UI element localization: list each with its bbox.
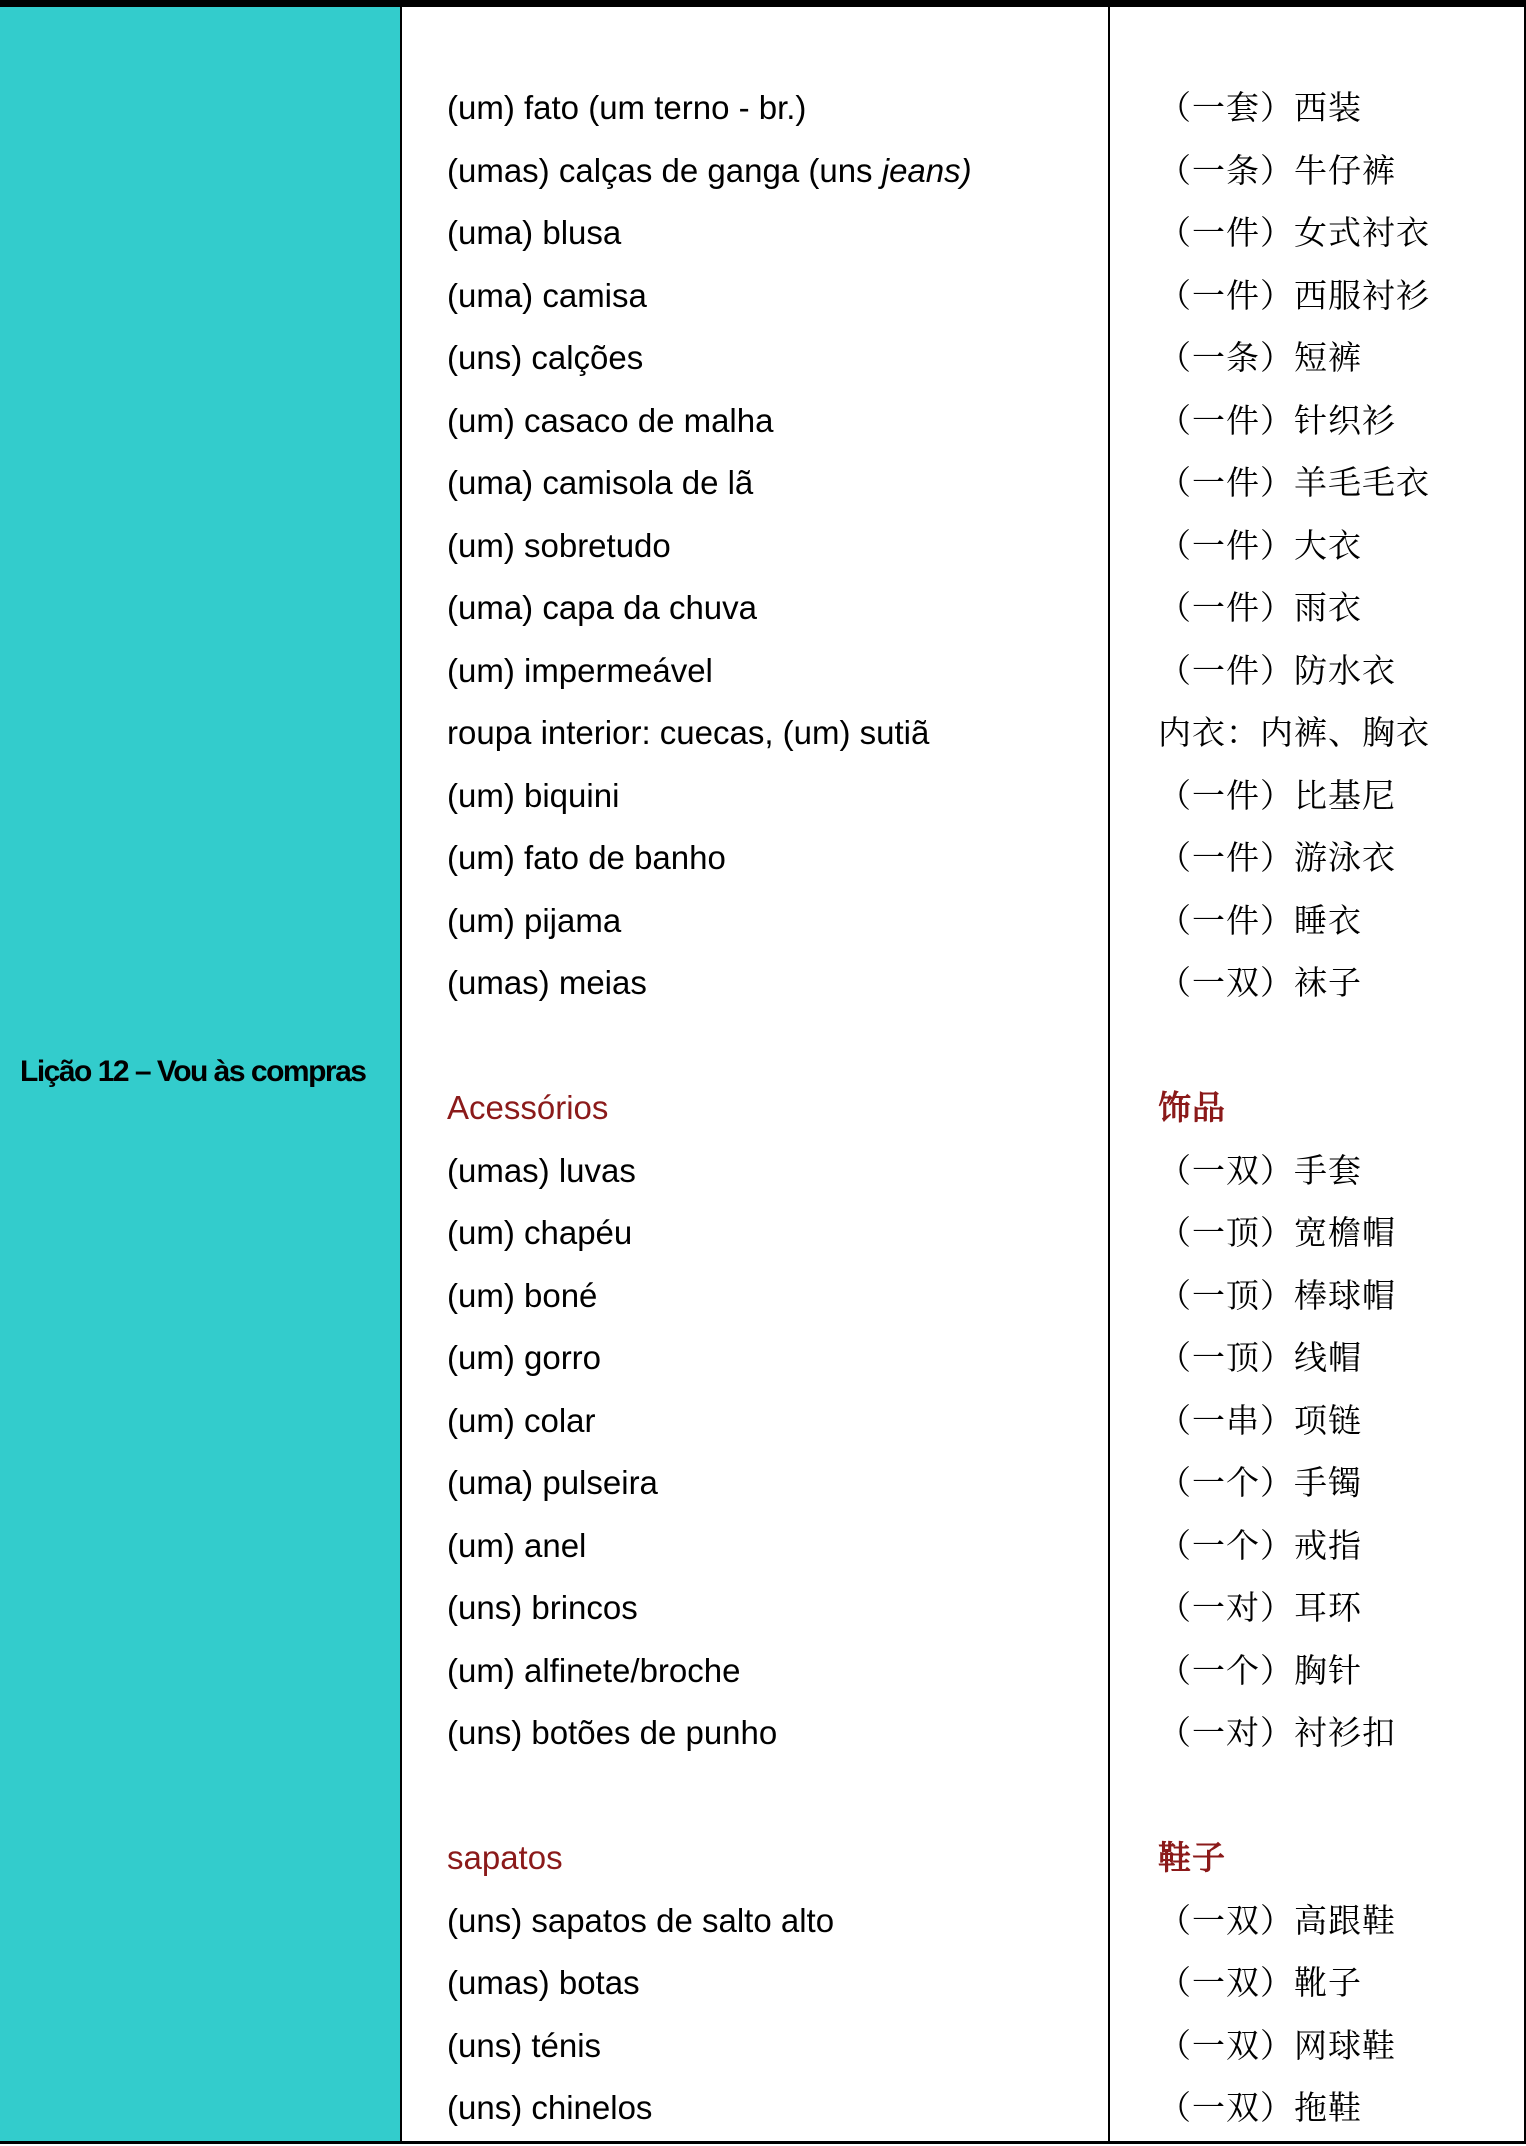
- zh-vocab-item: （一双）手套: [1158, 1150, 1362, 1190]
- lesson-title: Lição 12 – Vou às compras: [20, 1055, 366, 1088]
- zh-vocab-item: （一双）袜子: [1158, 963, 1362, 1002]
- zh-vocab-item: （一条）短裤: [1158, 338, 1362, 377]
- zh-vocab-item: （一对）耳环: [1158, 1588, 1362, 1627]
- zh-section-heading: 饰品: [1158, 1088, 1226, 1127]
- pt-vocab-item: (um) pijama: [447, 901, 622, 939]
- pt-vocab-item: (uns) chinelos: [447, 2089, 653, 2126]
- pt-vocab-item: (uma) capa da chuva: [447, 589, 758, 626]
- pt-vocab-item: (um) impermeável: [447, 651, 713, 689]
- pt-vocab-item: (umas) botas: [447, 1964, 640, 2001]
- pt-vocab-item: (uma) camisola de lã: [447, 464, 754, 501]
- pt-vocab-item: (um) chapéu: [447, 1214, 633, 1251]
- pt-vocab-item: (um) sobretudo: [447, 526, 671, 564]
- pt-vocab-item: (um) fato de banho: [447, 839, 726, 876]
- pt-vocab-item: (um) fato (um terno - br.): [447, 89, 807, 126]
- zh-vocab-item: （一顶）宽檐帽: [1158, 1213, 1396, 1252]
- top-border: [0, 0, 1526, 7]
- pt-vocab-item: (umas) calças de ganga (uns jeans): [447, 151, 972, 189]
- pt-vocab-item: (um) gorro: [447, 1339, 602, 1376]
- zh-vocab-item: （一双）高跟鞋: [1158, 1900, 1396, 1940]
- pt-vocab-item: (um) anel: [447, 1526, 587, 1564]
- zh-vocab-item: （一条）牛仔裤: [1158, 150, 1396, 190]
- zh-vocab-item: （一个）手镯: [1158, 1463, 1362, 1502]
- pt-vocab-item: (uma) blusa: [447, 214, 622, 251]
- zh-vocab-item: （一件）游泳衣: [1158, 838, 1396, 877]
- column-divider: [1108, 7, 1110, 2141]
- zh-vocab-item: （一件）防水衣: [1158, 650, 1396, 690]
- pt-vocab-item: (um) alfinete/broche: [447, 1651, 741, 1689]
- zh-vocab-item: （一串）项链: [1158, 1400, 1362, 1440]
- zh-vocab-item: （一个）胸针: [1158, 1650, 1362, 1690]
- column-divider: [400, 7, 402, 2141]
- zh-vocab-item: （一双）靴子: [1158, 1963, 1362, 2002]
- zh-vocab-item: （一套）西装: [1158, 88, 1362, 127]
- zh-vocab-item: （一双）网球鞋: [1158, 2025, 1396, 2065]
- pt-vocab-item: (umas) luvas: [447, 1151, 636, 1189]
- zh-vocab-item: （一件）西服衬衫: [1158, 275, 1430, 315]
- pt-section-heading: Acessórios: [447, 1089, 609, 1126]
- zh-vocab-item: （一件）女式衬衣: [1158, 213, 1430, 252]
- zh-vocab-item: （一顶）棒球帽: [1158, 1275, 1396, 1315]
- pt-vocab-item: (uns) botões de punho: [447, 1714, 778, 1751]
- zh-section-heading: 鞋子: [1158, 1838, 1226, 1877]
- zh-vocab-item: （一件）大衣: [1158, 525, 1362, 565]
- zh-vocab-item: （一个）戒指: [1158, 1525, 1362, 1565]
- pt-section-heading: sapatos: [447, 1839, 563, 1876]
- pt-vocab-item: roupa interior: cuecas, (um) sutiã: [447, 714, 930, 751]
- pt-vocab-item: (uns) brincos: [447, 1589, 638, 1626]
- pt-vocab-item: (umas) meias: [447, 964, 647, 1001]
- pt-vocab-item: (uns) sapatos de salto alto: [447, 1901, 835, 1939]
- zh-vocab-item: （一双）拖鞋: [1158, 2088, 1362, 2127]
- pt-vocab-item: (uma) camisa: [447, 276, 647, 314]
- zh-vocab-item: （一件）比基尼: [1158, 775, 1396, 815]
- pt-vocab-item: (um) boné: [447, 1276, 598, 1314]
- bottom-border: [0, 2141, 1526, 2144]
- zh-vocab-item: （一顶）线帽: [1158, 1338, 1362, 1377]
- pt-vocab-item: (uns) ténis: [447, 2026, 602, 2064]
- zh-vocab-item: （一件）针织衫: [1158, 400, 1396, 440]
- pt-vocab-item: (um) casaco de malha: [447, 401, 774, 439]
- zh-vocab-item: （一件）睡衣: [1158, 900, 1362, 940]
- pt-vocab-item: (uma) pulseira: [447, 1464, 658, 1501]
- pt-vocab-item: (uns) calções: [447, 339, 644, 376]
- zh-vocab-item: （一件）雨衣: [1158, 588, 1362, 627]
- pt-vocab-item: (um) colar: [447, 1401, 596, 1439]
- pt-vocab-item: (um) biquini: [447, 776, 620, 814]
- italic-term: jeans): [881, 151, 972, 189]
- zh-vocab-item: 内衣：内裤、胸衣: [1158, 713, 1430, 752]
- zh-vocab-item: （一件）羊毛毛衣: [1158, 463, 1430, 502]
- zh-vocab-item: （一对）衬衫扣: [1158, 1713, 1396, 1752]
